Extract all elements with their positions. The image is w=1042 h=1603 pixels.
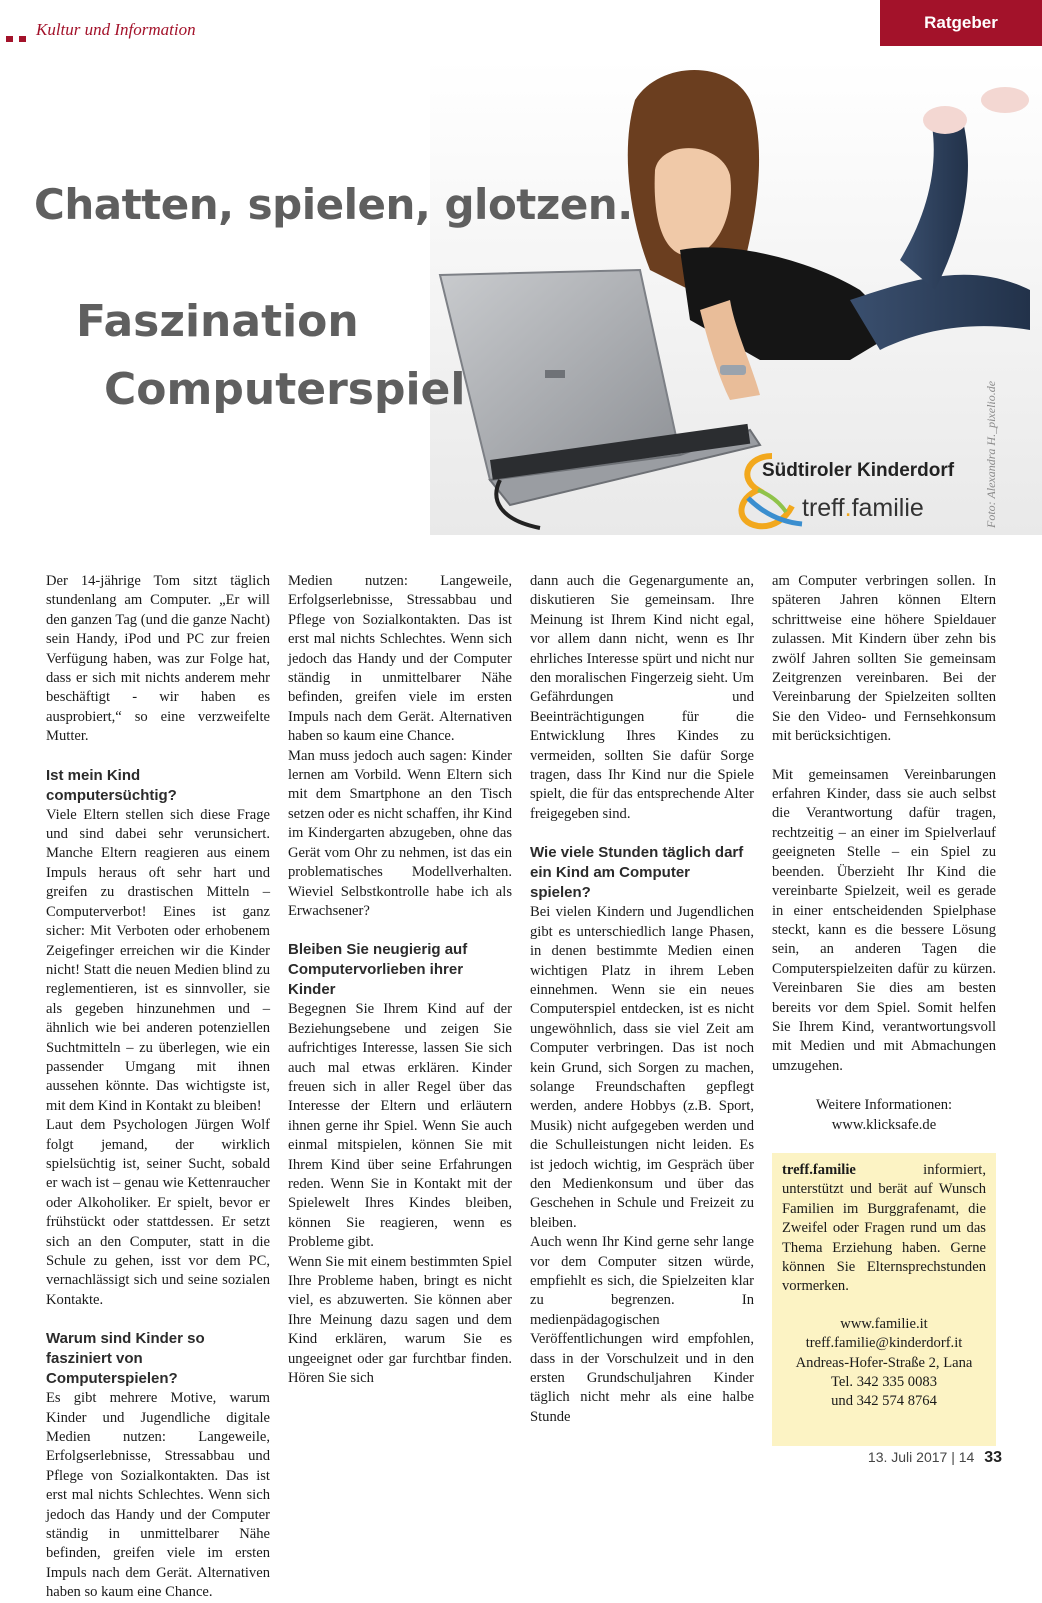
infobox-text <box>782 1161 986 1297</box>
contact-email[interactable]: treff.familie@kinderdorf.it <box>805 1335 963 1352</box>
paragraph: Der 14-jährige Tom sitzt täglich stundenlang am Computer. „Er will den ganzen Tag (und die ganze Nacht) sein Handy, iPod und PC zur freien Verfügung haben, was zur Folge hat, dass er sich mit nichts anderem mehr beschäftigt - wir haben es ausprobiert,“ so eine verzweifelte Mutter. <box>46 573 271 745</box>
section-marker-dots <box>6 29 32 47</box>
paragraph-continued: Medien nutzen: Langeweile, Erfolgserlebnisse, Stressabbau und Pflege von Sozialkontakten. Das ist erst mal nichts Schlechtes. Wenn sich jedoch das Handy und der Computer ständig in unmittelbarer Nähe befinden, greifen viele im ersten Impuls nach dem Gerät. Alternativen haben so kaum eine Chance. <box>288 573 512 745</box>
headline-main-line-1: Faszination <box>76 296 359 347</box>
page-header <box>0 0 1042 60</box>
page-footer <box>868 1449 1002 1467</box>
paragraph: Auch wenn Ihr Kind gerne sehr lange vor dem Computer sitzen würde, empfiehlt es sich, die Spielzeiten klar zu begrenzen. In medienpädagogischen Veröffentlichungen wird empfohlen, dass in der Vorschulzeit und in den ersten Grundschuljahren Kinder täglich nicht mehr als eine halbe Stunde <box>530 1234 754 1425</box>
more-info-label: Weitere Informationen: <box>815 1097 953 1114</box>
logo-brand-dot: . <box>844 494 852 522</box>
contact-web[interactable]: www.familie.it <box>840 1315 928 1332</box>
logo-brand-part-b: familie <box>851 494 924 522</box>
paragraph: Viele Eltern stellen sich diese Frage und sind dabei sehr verunsichert. Manche Eltern reagieren aus einem Impuls heraus oft sehr hart und greifen zu drastischen Mitteln – Computerverbot! Eines ist ganz sicher: Mit Verboten oder erhobenem Zeigefinger erreichen wir die Kinder nicht! Statt die neuen Medien blind zu reglementieren, ist es sinnvoller, sie als gegeben hinzunehmen und – ähnlich wie bei anderen potenziellen Suchtmitteln – zu überlegen, wie ein passender Umgang mit ihnen aussehen könnte. Das wichtigste ist, mit dem Kind in Kontakt zu bleiben! <box>46 806 270 1114</box>
article-column-1 <box>46 572 271 1601</box>
footer-separator: | <box>951 1449 959 1465</box>
infobox-brand: treff.familie <box>782 1161 856 1178</box>
paragraph: Es gibt mehrere Motive, warum Kinder und Jugendliche digitale Medien nutzen: Langeweile, Erfolgserlebnisse, Stressabbau und Pflege von Sozialkontakten. Das ist erst mal nichts Schlechtes. Wenn sich jedoch das Handy und der Computer ständig in unmittelbarer Nähe befinden, greifen viele im ersten Impuls nach dem Gerät. Alternativen haben so kaum eine Chance. <box>46 1390 270 1601</box>
paragraph-continued: dann auch die Gegenargumente an, diskutieren Sie gemeinsam. Ihre Meinung ist Ihrem Kind nicht egal, vor allem dann nicht, wenn es Ihr ehrliches Interesse spürt und nicht nur den moralischen Fingerzeig sieht. Um Gefährdungen und Beeinträchtigungen für die Entwicklung Ihres Kindes zu vermeiden, sollten Sie dafür Sorge tragen, dass Ihr Kind nur die Spiele spielt, die für das entsprechende Alter freigegeben sind. <box>530 573 754 822</box>
contact-infobox <box>772 1153 996 1446</box>
headline-main-line-2: Computerspiel <box>104 364 466 415</box>
article-column-3 <box>530 572 754 1427</box>
photo-credit <box>982 360 1002 530</box>
photo-credit-text: Foto: Alexandra H._pixelio.de <box>984 380 998 528</box>
contact-phone-2: und 342 574 8764 <box>831 1393 937 1410</box>
contact-phone-1: Tel. 342 335 0083 <box>831 1374 937 1391</box>
page-number: 33 <box>984 1449 1002 1466</box>
subheading: Wie viele Stunden täglich darf ein Kind am Computer spielen? <box>530 844 744 902</box>
logo-title: Südtiroler Kinderdorf <box>762 460 955 481</box>
logo-brand <box>802 494 924 523</box>
paragraph: Bei vielen Kindern und Jugendlichen gibt es unterschiedlich lange Phasen, in denen bestimmte Medien einen wichtigen Platz in ihrem Leben einnehmen. Wenn sie ein neues Computerspiel entdecken, ist es nicht ungewöhnlich, dass sie viel Zeit am Computer verbringen. Das ist noch kein Grund, sich Sorgen zu machen, solange Freundschaften gepflegt werden, andere Hobbys (z.B. Sport, Musik) nicht aufgegeben werden und die Schulleistungen nicht leiden. Es ist jedoch wichtig, im Gespräch über den Medienkonsum und über das Geschehen in Schule und Freizeit zu bleiben. <box>530 904 754 1231</box>
article-column-2 <box>288 572 512 1388</box>
contact-address: Andreas-Hofer-Straße 2, Lana <box>795 1354 973 1371</box>
issue-number: 14 <box>958 1449 975 1465</box>
headline-kicker: Chatten, spielen, glotzen. <box>34 180 633 229</box>
subheading: Warum sind Kinder so fasziniert von Computerspielen? <box>46 1330 205 1388</box>
paragraph: Laut dem Psychologen Jürgen Wolf folgt jemand, der wirklich spielsüchtig ist, seiner Sucht, sobald er wach ist – genau wie Kettenraucher oder Alkoholiker. Er spielt, bevor er frühstückt oder stattdessen. Er setzt sich an den Computer, statt in die Schule zu gehen, isst vor dem PC, vernachlässigt sich und seine sozialen Kontakte. <box>46 1117 270 1308</box>
subheading: Ist mein Kind computersüchtig? <box>46 766 177 804</box>
paragraph: Wenn Sie mit einem bestimmten Spiel Ihre Probleme haben, bringt es nicht viel, es abzuwerten. Sie können aber Ihre Meinung dazu sagen und dem Kind erklären, warum Sie es ungeeignet oder gar furchtbar finden. Hören Sie sich <box>288 1253 512 1387</box>
subheading: Bleiben Sie neugierig auf Computervorlieben ihrer Kinder <box>288 941 468 999</box>
infobox-description: informiert, unterstützt und berät auf Wunsch Familien im Burggrafenamt, die Zweifel oder Fragen rund um das Thema Erziehung haben. Gerne können Sie Elternsprechstunden vormerken. <box>782 1161 986 1295</box>
issue-date: 13. Juli 2017 <box>867 1449 948 1465</box>
section-label: Kultur und Information <box>36 20 196 39</box>
paragraph: Begegnen Sie Ihrem Kind auf der Beziehungsebene und zeigen Sie aufrichtiges Interesse, lassen Sie sich auch mal etwas erklären. Kinder freuen sich in aller Regel über das Interesse der Eltern und erläutern ihnen gerne ihr Spiel. Wenn Sie auch einmal mitspielen, können Sie mit Ihrem Kind über seine Erfahrungen reden. Wenn Sie in Kontakt mit der Spielewelt Ihres Kindes bleiben, können Sie reagieren, wenn es Probleme gibt. <box>288 1001 512 1251</box>
contact-details <box>782 1315 986 1412</box>
paragraph: Mit gemeinsamen Vereinbarungen erfahren Kinder, dass sie auch selbst die Verantwortung dafür tragen, rechtzeitig – an einer im Spielverlauf geeigneten Stelle – ein Spiel zu beenden. Überzieht Ihr Kind die vereinbarte Spielzeit, weil es gerade in einer entscheidenden Spielphase steckt, kann es die bessere Lösung sein, an anderen Tagen die Computerspielzeiten dafür zu kürzen. Vereinbaren Sie dies am besten bereits vor dem Spiel. Somit helfen Sie Ihrem Kind, verantwortungsvoll mit Medien und mit Abmachungen umzugehen. <box>772 766 996 1074</box>
paragraph-continued: am Computer verbringen sollen. In späteren Jahren können Eltern schrittweise eine höhere Spieldauer zulassen. Mit Kindern über zehn bis zwölf Jahren sollten Sie gemeinsam Zeitgrenzen vereinbaren. Bei der Vereinbarung der Spielzeiten sollten Sie den Video- und Fernsehkonsum mit berücksichtigen. <box>772 573 996 745</box>
category-tag: Ratgeber <box>880 0 1042 46</box>
article-column-4 <box>772 572 996 1446</box>
paragraph: Man muss jedoch auch sagen: Kinder lernen am Vorbild. Wenn Eltern sich mit dem Smartphone an den Tisch setzen oder es nicht schaffen, ihr Kind im Kindergarten abzugeben, ohne das Gerät vom Ohr zu nehmen, ist das ein problematisches Modellverhalten. Wieviel Selbstkontrolle habe ich als Erwachsener? <box>288 747 512 919</box>
logo-brand-part-a: treff <box>802 494 845 522</box>
more-info <box>772 1096 996 1135</box>
kinderdorf-logo <box>728 452 958 532</box>
more-info-link[interactable]: www.klicksafe.de <box>831 1116 937 1133</box>
